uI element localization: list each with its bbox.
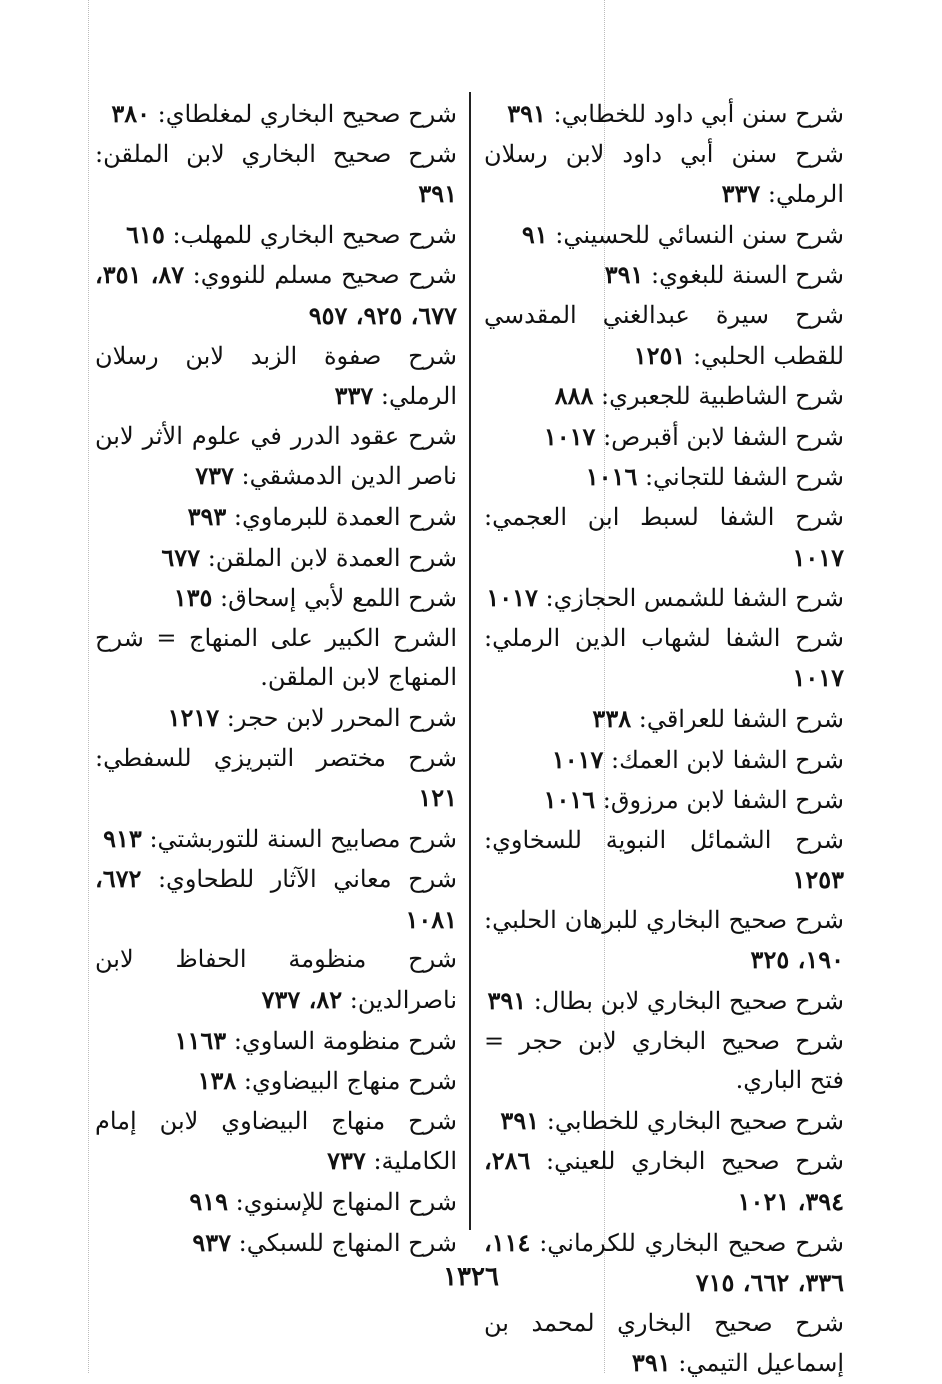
index-entry [484,94,844,135]
entry-title: شرح المحرر لابن حجر: [226,703,457,732]
entry-title: شرح صحيح البخاري لمغلطاي: [157,100,457,128]
entry-title: شرح منهاج البيضاوي لابن إمام الكاملية: [95,1106,457,1176]
index-entry [95,859,457,940]
index-entry [484,1022,844,1101]
entry-page-refs: ١٠١٦ [543,785,596,815]
entry-title: شرح صحيح البخاري للعيني: [546,1147,844,1176]
entry-title: شرح الشفا للشمس الحجازي: [545,584,844,613]
entry-title: شرح صحيح البخاري للمهلب: [172,220,457,249]
index-entry [484,498,844,578]
entry-title: شرح صحيح مسلم للنووي: [192,261,457,290]
index-entry [484,296,844,376]
entry-page-refs: ٣٣٧ [721,179,761,209]
index-entry [484,1101,844,1142]
entry-title: شرح منظومة الساوي: [233,1026,457,1055]
entry-page-refs: ٨٧، ٣٥١، ٦٧٧، ٩٢٥، ٩٥٧ [95,260,457,330]
entry-title: شرح سنن النسائي للحسيني: [555,220,844,249]
entry-title: شرح معاني الآثار للطحاوي: [157,865,457,894]
entry-title: الشرح الكبير على المنهاج = شرح المنهاج لابن الملقن. [95,623,457,692]
index-entry [95,619,457,698]
entry-page-refs: ٨٨٨ [554,381,594,411]
index-entry [95,819,457,860]
entry-title: شرح العمدة للبرماوي: [233,502,457,531]
entry-page-refs: ١٠١٧ [543,421,596,451]
index-entry [95,538,457,579]
index-entry [95,1102,457,1182]
entry-title: شرح اللمع لأبي إسحاق: [220,584,457,613]
entry-page-refs: ٣٨٠ [111,99,151,128]
index-entry [95,1182,457,1223]
index-entry [95,417,457,497]
index-entry [484,417,844,458]
index-entry [484,255,844,296]
entry-title: شرح صحيح البخاري لابن حجر = فتح الباري. [484,1026,844,1095]
index-entry [95,1021,457,1062]
entry-page-refs: ١٩٠، ٣٢٥ [750,945,844,975]
entry-page-refs: ٦٧٢، ١٠٨١ [95,864,457,934]
index-entry [484,1141,844,1222]
entry-page-refs: ٦١٥ [126,219,165,249]
entry-page-refs: ١٠١٧ [486,583,538,613]
index-entry [484,135,844,215]
entry-title: شرح صحيح البخاري للخطابي: [546,1106,844,1135]
entry-title: شرح مصابيح السنة للتوربشتي: [149,824,457,853]
entry-title: شرح سنن أبي داود للخطابي: [553,100,844,128]
entry-title: شرح الشفا لابن مرزوق: [602,786,844,815]
index-entry [95,497,457,538]
entry-title: شرح الشفا للتجاني: [644,463,844,492]
index-entry [484,619,844,699]
page-number: ١٣٢٦ [443,1262,499,1292]
entry-title: شرح صفوة الزبد لابن رسلان الرملي: [95,341,457,411]
entry-title: شرح منهاج البيضاوي: [243,1067,457,1096]
entry-page-refs: ١٠١٦ [585,462,638,492]
entry-title: شرح سنن أبي داود لابن رسلان الرملي: [484,139,844,209]
entry-page-refs: ١٢١ [418,783,457,813]
index-entry [95,255,457,336]
entry-page-refs: ١١٤، ٣٣٦، ٦٦٢، ٧١٥ [484,1227,844,1298]
entry-title: شرح صحيح البخاري لمحمد بن إسماعيل التيمي: [484,1308,844,1378]
entry-page-refs: ١٣٥ [173,583,213,613]
index-entry [484,740,844,781]
entry-page-refs: ٩١٣ [103,823,142,853]
entry-page-refs: ٦٧٧ [161,542,201,572]
entry-title: شرح الشفا لابن أقبرص: [603,422,844,451]
entry-page-refs: ٣٩٣ [187,501,227,531]
entry-title: شرح صحيح البخاري للبرهان الحلبي: [484,905,844,934]
index-entry [484,699,844,740]
index-entry [95,94,457,135]
entry-title: شرح المنهاج للإسنوي: [235,1188,457,1217]
entry-title: شرح منظومة الحفاظ لابن ناصرالدين: [95,945,457,1015]
index-entry [484,376,844,417]
entry-page-refs: ١٠١٧ [792,542,844,572]
entry-page-refs: ١١٦٣ [174,1025,227,1055]
entry-page-refs: ٣٩١ [631,1348,671,1378]
index-entry [484,981,844,1022]
index-entry [484,578,844,619]
entry-page-refs: ٩٣٧ [192,1227,232,1257]
entry-page-refs: ١٠١٧ [551,744,604,774]
entry-page-refs: ١٢٥٣ [792,865,844,895]
entry-title: شرح صحيح البخاري لابن الملقن: [95,139,457,168]
entry-page-refs: ٣٩١ [604,260,644,290]
entry-page-refs: ١٢٥١ [633,340,686,370]
entry-title: شرح الشفا لشهاب الدين الرملي: [484,623,844,652]
entry-title: شرح السنة للبغوي: [651,261,844,290]
entry-page-refs: ٣٩١ [418,179,457,209]
index-column-left [95,94,457,1263]
entry-title: شرح الشاطبية للجعبري: [601,382,844,411]
index-entry [95,1223,457,1264]
entry-title: شرح الشمائل النبوية للسخاوي: [484,825,844,854]
entry-page-refs: ١٠١٧ [792,663,844,693]
entry-page-refs: ٢٨٦، ٣٩٤، ١٠٢١ [484,1146,844,1217]
index-entry [95,135,457,215]
entry-page-refs: ٧٣٧ [195,461,234,491]
entry-page-refs: ٣٣٨ [592,703,632,733]
entry-title: شرح الشفا لابن العمك: [611,745,844,774]
index-entry [484,457,844,498]
entry-page-refs: ٩١ [521,219,548,249]
entry-page-refs: ٣٩١ [487,986,527,1016]
index-entry [484,780,844,821]
entry-title: شرح سيرة عبدالغني المقدسي للقطب الحلبي: [484,300,844,370]
entry-page-refs: ٣٩١ [507,99,546,128]
entry-page-refs: ١٢١٧ [167,702,220,732]
index-entry [95,1061,457,1102]
entry-title: شرح المنهاج للسبكي: [238,1228,457,1257]
entry-title: شرح صحيح البخاري لابن بطال: [533,987,844,1016]
column-divider [469,92,471,1230]
entry-title: شرح مختصر التبريزي للسفطي: [95,743,457,772]
entry-title: شرح صحيح البخاري للكرماني: [539,1228,844,1257]
index-entry [95,940,457,1020]
entry-page-refs: ٣٣٧ [334,381,374,411]
entry-page-refs: ٩١٩ [189,1187,229,1217]
index-entry [484,1304,844,1384]
index-column-right [484,94,844,1384]
index-entry [484,215,844,256]
scan-edge-left [88,0,89,1373]
entry-page-refs: ٣٩١ [500,1105,540,1135]
index-entry [95,578,457,619]
entry-title: شرح العمدة لابن الملقن: [207,543,457,572]
entry-page-refs: ٧٣٧ [327,1146,366,1176]
index-entry [95,698,457,739]
index-entry [484,821,844,901]
index-entry [95,739,457,819]
index-entry [484,901,844,981]
index-entry [95,215,457,256]
entry-page-refs: ٨٢، ٧٣٧ [261,985,343,1015]
entry-title: شرح عقود الدرر في علوم الأثر لابن ناصر الدين الدمشقي: [95,421,457,491]
entry-title: شرح الشفا للعراقي: [638,704,844,733]
entry-page-refs: ١٣٨ [197,1066,237,1096]
index-entry [95,337,457,417]
entry-title: شرح الشفا لسبط ابن العجمي: [484,502,844,531]
